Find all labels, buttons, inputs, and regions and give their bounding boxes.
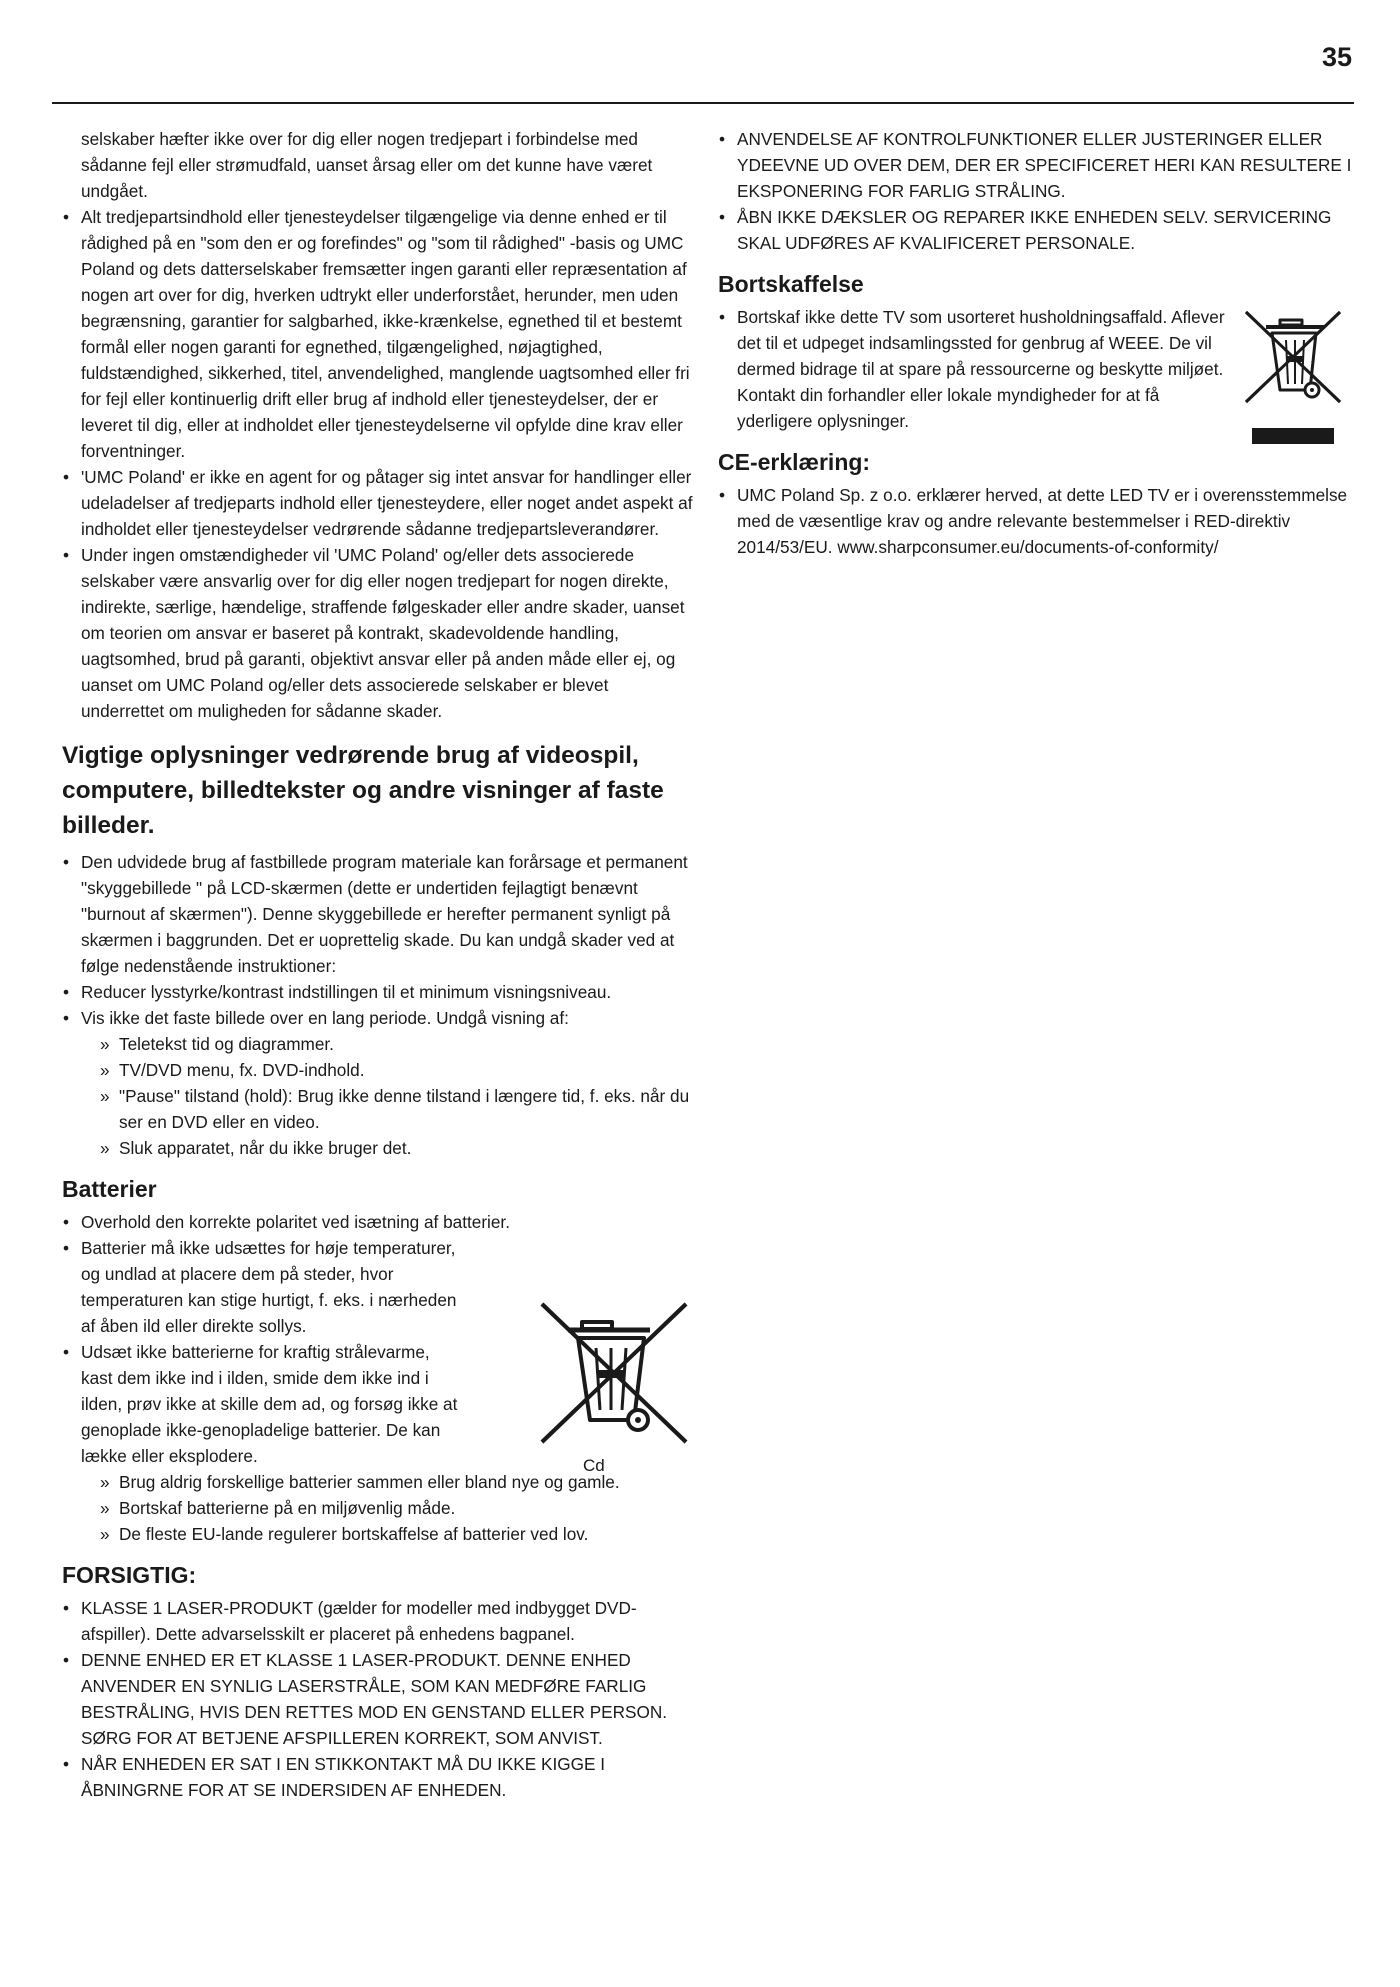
list-item: • NÅR ENHEDEN ER SAT I EN STIKKONTAKT MÅ DU IKKE KIGGE I ÅBNINGRNE FOR AT SE INDERSIDEN AF ENHEDEN. [62, 1751, 694, 1803]
section-heading-videospil: Vigtige oplysninger vedrørende brug af videospil, computere, billedtekster og andre visninger af faste billeder. [62, 742, 664, 839]
list-item: • ANVENDELSE AF KONTROLFUNKTIONER ELLER JUSTERINGER ELLER YDEEVNE UD OVER DEM, DER ER SPECIFICERET HERI KAN RESULTERE I EKSPONERING FOR FARLIG STRÅLING. [718, 126, 1354, 204]
list-item: • 'UMC Poland' er ikke en agent for og påtager sig intet ansvar for handlinger eller udeladelser af tredjeparts indhold eller tjenesteydere, eller noget andet aspekt af indholdet eller tjenesteydelser vedrørende sådanne tredjepartsleverandører. [62, 464, 694, 542]
list-item: • Batterier må ikke udsættes for høje temperaturer, og undlad at placere dem på steder, hvor temperaturen kan stige hurtigt, f. eks. i nærheden af åben ild eller direkte sollys. [62, 1235, 694, 1339]
batterier-sub-list [62, 1469, 694, 1547]
list-item: • Udsæt ikke batterierne for kraftig strålevarme, kast dem ikke ind i ilden, smide dem ikke ind i ilden, prøv ikke at skille dem ad, og forsøg ikke at genoplade ikke-genopladelige batterier. De kan lække eller eksplodere. [62, 1339, 694, 1469]
list-item: • Alt tredjepartsindhold eller tjenesteydelser tilgængelige via denne enhed er til rådighed på en "som den er og forefindes" og "som til rådighed" -basis og UMC Poland og dets datterselskaber fremsætter ingen garanti eller repræsentation af nogen art over for dig, hverken udtrykt eller underforstået, herunder, men uden begrænsning, garantier for salgbarhed, ikke-krænkelse, egnethed til et bestemt formål eller nogen garanti for egnethed, tilgængelighed, nøjagtighed, fuldstændighed, sikkerhed, titel, anvendelighed, manglende uagtsomhed eller fri for fejl eller kontinuerlig drift eller brug af indhold eller tjenesteydelser, der er leveret til dig, eller at indholdet eller tjenesteydelserne vil opfylde dine krav eller forventninger. [62, 204, 694, 464]
caps-bullet-list [718, 126, 1354, 256]
section-heading-ce: CE-erklæring: [718, 449, 871, 475]
section-heading-batterier: Batterier [62, 1176, 157, 1202]
list-item: • Under ingen omstændigheder vil 'UMC Poland' og/eller dets associerede selskaber være ansvarlig over for dig eller nogen tredjepart for nogen direkte, indirekte, særlige, hændelige, straffende følgeskader eller andre skader, uanset om teorien om ansvar er baseret på kontrakt, skadevoldende handling, uagtsomhed, brud på garanti, objektivt ansvar eller på anden måde eller ej, og uanset om UMC Poland og/eller dets associerede selskaber er blevet underrettet om muligheden for sådanne skader. [62, 542, 694, 724]
list-item: • Bortskaf ikke dette TV som usorteret husholdningsaffald. Aflever det til et udpeget indsamlingssted for genbrug af WEEE. De vil dermed bidrage til at spare på ressourcerne og beskytte miljøet. Kontakt din forhandler eller lokale myndigheder for at få yderligere oplysninger. [718, 304, 1354, 434]
list-item: • Reducer lysstyrke/kontrast indstillingen til et minimum visningsniveau. [62, 979, 694, 1005]
ce-bullet-list [718, 482, 1354, 560]
intro-paragraph: selskaber hæfter ikke over for dig eller nogen tredjepart i forbindelse med sådanne fejl eller strømudfald, uanset årsag eller om det kunne have været undgået. [81, 129, 653, 201]
videospil-bullet-list [62, 849, 694, 1031]
sub-list-item: » Bortskaf batterierne på en miljøvenlig måde. [100, 1495, 694, 1521]
page-number: 35 [1321, 42, 1352, 72]
list-item: • Overhold den korrekte polaritet ved isætning af batterier. [62, 1209, 694, 1235]
weee-crossed-bin-icon [1240, 308, 1346, 444]
section-heading-forsigtig: FORSIGTIG: [62, 1562, 197, 1588]
list-item: • ÅBN IKKE DÆKSLER OG REPARER IKKE ENHEDEN SELV. SERVICERING SKAL UDFØRES AF KVALIFICERET PERSONALE. [718, 204, 1354, 256]
cd-label: Cd [583, 1456, 605, 1475]
list-item: • KLASSE 1 LASER-PRODUKT (gælder for modeller med indbygget DVD-afspiller). Dette advarselsskilt er placeret på enhedens bagpanel. [62, 1595, 694, 1647]
sub-list-item: » Teletekst tid og diagrammer. [100, 1031, 694, 1057]
left-column [62, 126, 694, 1803]
list-item: • Den udvidede brug af fastbillede program materiale kan forårsage et permanent "skyggebillede " på LCD-skærmen (dette er undertiden fejlagtigt benævnt "burnout af skærmen"). Denne skyggebillede er herefter permanent synligt på skærmen i baggrunden. Det er uoprettelig skade. Du kan undgå skader ved at følge nedenstående instruktioner: [62, 849, 694, 979]
list-item: • DENNE ENHED ER ET KLASSE 1 LASER-PRODUKT. DENNE ENHED ANVENDER EN SYNLIG LASERSTRÅLE, SOM KAN MEDFØRE FARLIG BESTRÅLING, HVIS DEN RETTES MOD EN GENSTAND ELLER PERSON. SØRG FOR AT BETJENE AFSPILLEREN KORREKT, SOM ANVIST. [62, 1647, 694, 1751]
intro-bullet-list [62, 204, 694, 724]
crossed-bin-icon [538, 1302, 708, 1442]
list-item: • UMC Poland Sp. z o.o. erklærer herved, at dette LED TV er i overensstemmelse med de væsentlige krav og andre relevante bestemmelser i RED-direktiv 2014/53/EU. www.sharpconsumer.eu/documents-of-conformity/ [718, 482, 1354, 560]
sub-list-item: » De fleste EU-lande regulerer bortskaffelse af batterier ved lov. [100, 1521, 694, 1547]
header-divider [52, 102, 1354, 104]
sub-list-item: » TV/DVD menu, fx. DVD-indhold. [100, 1057, 694, 1083]
sub-list-item: » Brug aldrig forskellige batterier sammen eller bland nye og gamle. [100, 1469, 694, 1495]
list-item: • Vis ikke det faste billede over en lang periode. Undgå visning af: [62, 1005, 694, 1031]
section-heading-bortskaffelse: Bortskaffelse [718, 271, 864, 297]
forsigtig-bullet-list [62, 1595, 694, 1803]
sub-list-item: » Sluk apparatet, når du ikke bruger det. [100, 1135, 694, 1161]
videospil-sub-list [62, 1031, 694, 1161]
sub-list-item: » "Pause" tilstand (hold): Brug ikke denne tilstand i længere tid, f. eks. når du ser en DVD eller en video. [100, 1083, 694, 1135]
